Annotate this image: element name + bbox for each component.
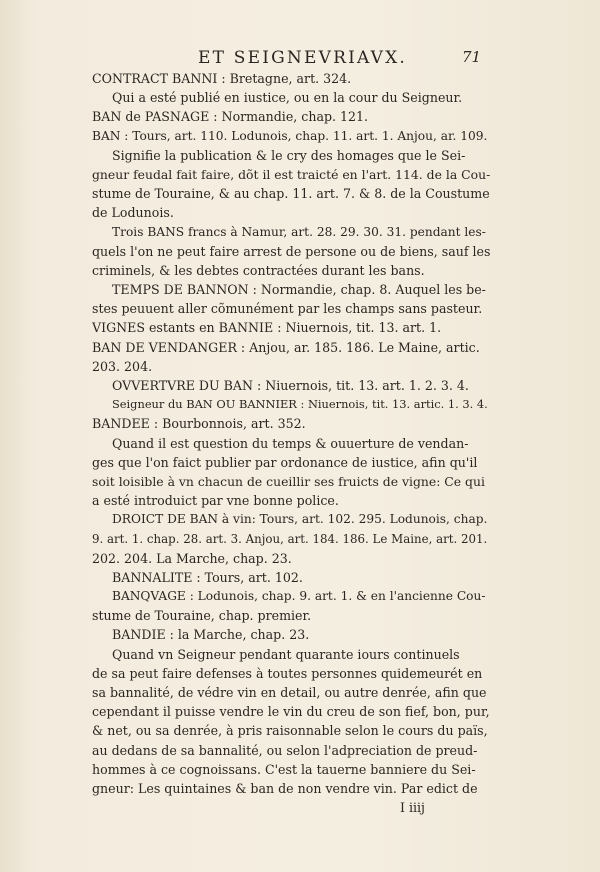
text-line: Signifie la publication & le cry des homages que le Sei- [112, 147, 466, 163]
page-number: 71 [462, 48, 482, 66]
text-line: BAN de PASNAGE : Normandie, chap. 121. [92, 109, 369, 125]
text-line: 203. 204. [92, 358, 153, 374]
text-line: BANNALITE : Tours, art. 102. [112, 569, 303, 585]
text-line: cependant il puisse vendre le vin du creu de son fief, bon, pur, [92, 704, 490, 720]
text-line: Trois BANS francs à Namur, art. 28. 29. 30. 31. pendant les- [112, 224, 486, 239]
text-line: 202. 204. La Marche, chap. 23. [92, 550, 292, 566]
text-line: Quand il est question du temps & ouuerture de vendan- [112, 435, 469, 451]
text-line: de sa peut faire defenses à toutes personnes quidemeurét en [92, 665, 483, 681]
text-line: stume de Touraine, & au chap. 11. art. 7. & 8. de la Coustume [92, 186, 490, 202]
text-line: BANDEE : Bourbonnois, art. 352. [92, 416, 306, 432]
text-line: CONTRACT BANNI : Bretagne, art. 324. [92, 71, 352, 86]
text-line: de Lodunois. [92, 205, 174, 221]
text-line: stes peuuent aller cõmunément par les champs sans pasteur. [92, 301, 483, 317]
text-line: quels l'on ne peut faire arrest de persone ou de biens, sauf les [92, 243, 490, 259]
text-line: DROICT DE BAN à vin: Tours, art. 102. 295. Lodunois, chap. [112, 512, 488, 527]
text-line: hommes à ce cognoissans. C'est la tauerne banniere du Sei- [92, 761, 476, 777]
text-line: Quand vn Seigneur pendant quarante iours continuels [112, 646, 460, 662]
text-line: BAN DE VENDANGER : Anjou, ar. 185. 186. Le Maine, artic. [92, 339, 480, 355]
text-line: au dedans de sa bannalité, ou selon l'adpreciation de preud- [92, 742, 478, 758]
text-line: & net, ou sa denrée, à pris raisonnable selon le cours du païs, [92, 723, 488, 739]
text-line: 9. art. 1. chap. 28. art. 3. Anjou, art. 184. 186. Le Maine, art. 201. [92, 531, 488, 546]
text-line: BANDIE : la Marche, chap. 23. [112, 627, 310, 643]
catchword: I iiij [400, 800, 425, 816]
text-line: stume de Touraine, chap. premier. [92, 608, 312, 624]
text-line: a esté introduict par vne bonne police. [92, 493, 339, 509]
running-head: ET SEIGNEVRIAVX. [198, 48, 407, 68]
text-line: OVVERTVRE DU BAN : Niuernois, tit. 13. art. 1. 2. 3. 4. [112, 378, 469, 393]
text-line: BAN : Tours, art. 110. Lodunois, chap. 11. art. 1. Anjou, ar. 109. [92, 128, 488, 143]
text-line: gneur: Les quintaines & ban de non vendre vin. Par edict de [92, 780, 478, 796]
text-line: gneur feudal fait faire, dõt il est traicté en l'art. 114. de la Cou- [92, 166, 490, 182]
text-line: sa bannalité, de védre vin en detail, ou autre denrée, afin que [92, 685, 487, 700]
text-line: VIGNES estants en BANNIE : Niuernois, tit. 13. art. 1. [92, 320, 442, 336]
text-line: criminels, & les debtes contractées durant les bans. [92, 262, 425, 278]
text-line: BANQVAGE : Lodunois, chap. 9. art. 1. & en l'ancienne Cou- [112, 589, 486, 604]
text-line: Qui a esté publié en iustice, ou en la cour du Seigneur. [112, 90, 463, 106]
text-line: ges que l'on faict publier par ordonance de iustice, afin qu'il [92, 454, 478, 470]
text-line: TEMPS DE BANNON : Normandie, chap. 8. Auquel les be- [112, 282, 486, 298]
text-line: soit loisible à vn chacun de cueillir ses fruicts de vigne: Ce qui [92, 473, 485, 489]
page-body [92, 69, 490, 817]
text-line: Seigneur du BAN OU BANNIER : Niuernois, tit. 13. artic. 1. 3. 4. [112, 397, 488, 412]
